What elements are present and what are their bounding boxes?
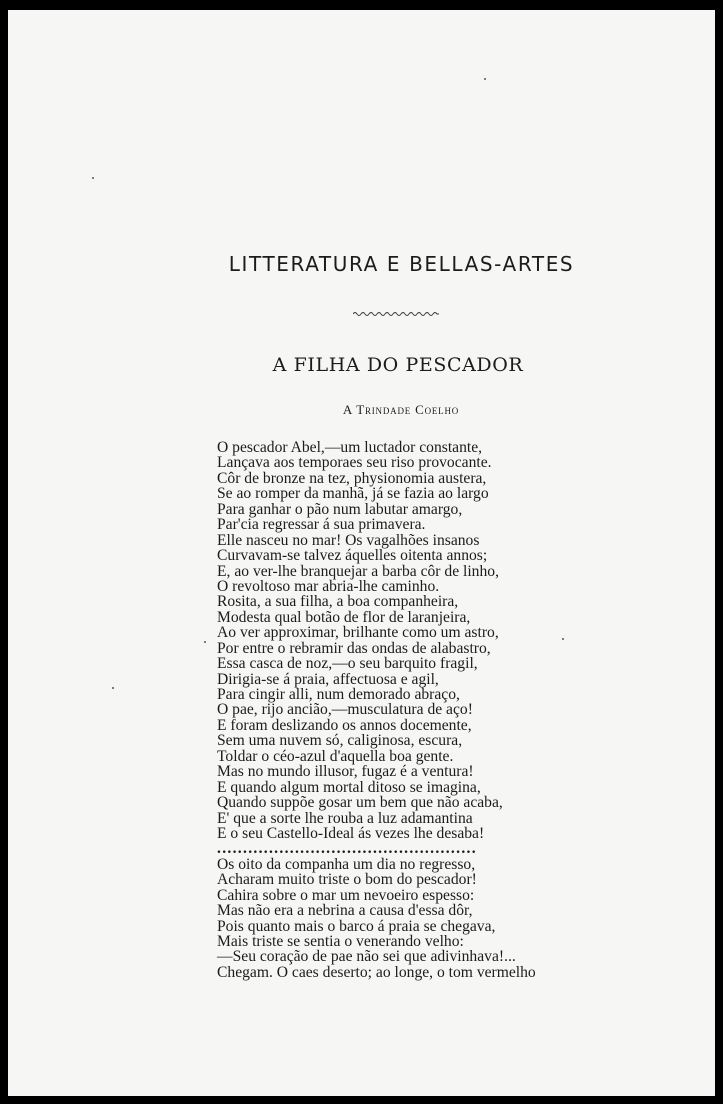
- poem-line: —Seu coração de pae não sei que adivinhava!...: [217, 948, 516, 966]
- poem-line: E, ao ver-lhe branquejar a barba côr de linho,: [217, 562, 499, 580]
- poem-line: Curvavam-se talvez áquelles oitenta annos;: [217, 547, 488, 565]
- paper-speck: [562, 638, 564, 640]
- poem-line: Os oito da companha um dia no regresso,: [217, 855, 476, 873]
- poem-line: Acharam muito triste o bom do pescador!: [217, 871, 477, 889]
- poem-line: Se ao romper da manhã, já se fazia ao largo: [217, 485, 489, 503]
- poem-line: Rosita, a sua filha, a boa companheira,: [217, 593, 459, 611]
- poem-line: E foram deslizando os annos docemente,: [217, 716, 472, 734]
- poem-line: Cahira sobre o mar um nevoeiro espesso:: [217, 886, 475, 904]
- poem-line: Ao ver approximar, brilhante como um astro,: [217, 624, 499, 642]
- poem-line: Par'cia regressar á sua primavera.: [217, 516, 426, 534]
- poem-line: E o seu Castello-Ideal ás vezes lhe desaba!: [217, 824, 485, 842]
- decorative-wavy-rule: [353, 310, 439, 318]
- poem-line: O pescador Abel,—um luctador constante,: [217, 439, 483, 456]
- paper-speck: [204, 641, 206, 643]
- poem-line: Quando suppõe gosar um bem que não acaba,: [217, 794, 503, 812]
- poem-line: E' que a sorte lhe rouba a luz adamantina: [217, 809, 473, 827]
- poem-line: Toldar o céo-azul d'aquella boa gente.: [217, 747, 454, 765]
- section-title: LITTERATURA E BELLAS-ARTES: [228, 252, 575, 276]
- poem-line: Para cingir alli, num demorado abraço,: [217, 686, 460, 703]
- poem-line: O pae, rijo ancião,—musculatura de aço!: [217, 701, 473, 719]
- poem-line: Modesta qual botão de flor de laranjeira,: [217, 608, 471, 626]
- poem-line: Chegam. O caes deserto; ao longe, o tom vermelho: [217, 963, 536, 981]
- poem-line: O revoltoso mar abria-lhe caminho.: [217, 577, 440, 595]
- poem-line: Elle nasceu no mar! Os vagalhões insanos: [217, 531, 480, 549]
- paper-speck: [484, 78, 486, 80]
- poem-dedication: A Trindade Coelho: [342, 402, 460, 417]
- document-page: [8, 10, 715, 1096]
- poem-line: Sem uma nuvem só, caliginosa, escura,: [217, 732, 463, 750]
- poem-line: Mas no mundo illusor, fugaz é a ventura!: [217, 763, 474, 781]
- poem-line: Lançava aos temporaes seu riso provocante.: [217, 454, 492, 472]
- poem-line: Mais triste se sentia o venerando velho:: [217, 933, 464, 950]
- poem-body: [217, 440, 577, 980]
- poem-line: Pois quanto mais o barco á praia se chegava,: [217, 917, 496, 935]
- poem-line: Essa casca de noz,—o seu barquito fragil,: [217, 655, 478, 673]
- poem-line: E quando algum mortal ditoso se imagina,: [217, 778, 481, 796]
- poem-line: Por entre o rebramir das ondas de alabastro,: [217, 639, 491, 657]
- poem-line: Dirigia-se á praia, affectuosa e agil,: [217, 670, 439, 688]
- paper-speck: [112, 687, 114, 689]
- poem-line: Para ganhar o pão num labutar amargo,: [217, 500, 463, 518]
- poem-line: Côr de bronze na tez, physionomia austera,: [217, 469, 487, 487]
- poem-line: Mas não era a nebrina a causa d'essa dôr,: [217, 902, 473, 920]
- poem-separator: ..................................................: [217, 840, 477, 858]
- poem-title: A FILHA DO PESCADOR: [272, 354, 524, 376]
- paper-speck: [92, 177, 94, 179]
